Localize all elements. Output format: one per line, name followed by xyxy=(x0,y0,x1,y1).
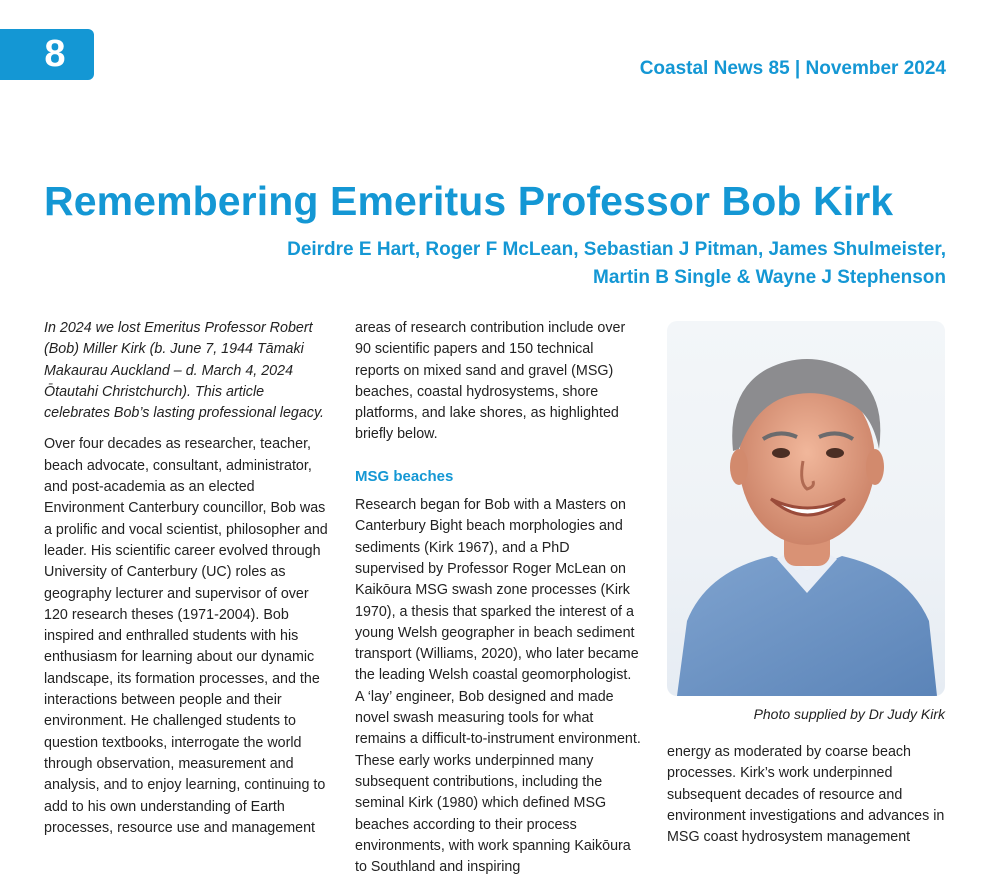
column-1 xyxy=(44,318,330,849)
portrait-photo xyxy=(667,321,945,696)
page-number-badge xyxy=(0,29,94,80)
authors-line-1: Deirdre E Hart, Roger F McLean, Sebastian J Pitman, James Shulmeister, xyxy=(287,239,946,260)
page-number: 8 xyxy=(44,33,66,75)
intro-paragraph: In 2024 we lost Emeritus Professor Robert (Bob) Miller Kirk (b. June 7, 1944 Tāmaki Makaurau Auckland – d. March 4, 2024 Ōtautahi Christchurch). This article celebrates Bob’s lasting professional legacy. xyxy=(44,320,325,422)
column-2 xyxy=(355,318,641,888)
article-title: Remembering Emeritus Professor Bob Kirk xyxy=(44,178,894,224)
section-heading-msg-beaches: MSG beaches xyxy=(355,467,454,485)
article-authors xyxy=(287,236,946,292)
body-paragraph: Over four decades as researcher, teacher, beach advocate, consultant, administrator, and post-academia as an elected Environment Canterbury councillor, Bob was a prolific and vocal scientist, philosopher and leader. His scientific career evolved through University of Canterbury (UC) roles as geography lecturer and supervisor of over 120 research theses (1971-2004). Bob inspired and enthralled students with his enthusiasm for learning about our dynamic landscape, its formation processes, and the interactions between people and their environment. He challenged students to question textbooks, interrogate the world through observation, measurement and analysis, and to enjoy learning, continuing to add to his own understanding of Earth processes, resource use and management xyxy=(44,436,328,836)
running-head: Coastal News 85 | November 2024 xyxy=(639,58,946,79)
photo-caption: Photo supplied by Dr Judy Kirk xyxy=(753,706,945,722)
body-paragraph: energy as moderated by coarse beach processes. Kirk’s work underpinned subsequent decades of resource and environment investigations and advances in MSG coast hydrosystem management xyxy=(667,744,945,846)
body-paragraph: areas of research contribution include over 90 scientific papers and 150 technical reports on mixed sand and gravel (MSG) beaches, coastal hydrosystems, shore platforms, and lake shores, as highlighted briefly below. xyxy=(355,320,626,443)
column-3 xyxy=(667,742,952,858)
portrait-illustration xyxy=(667,321,945,696)
authors-line-2: Martin B Single & Wayne J Stephenson xyxy=(593,267,946,288)
body-paragraph: Research began for Bob with a Masters on Canterbury Bight beach morphologies and sediments (Kirk 1967), and a PhD supervised by Professor Roger McLean on Kaikōura MSG swash zone processes (Kirk 1970), a thesis that sparked the interest of a young Welsh geographer in beach sediment transport (Williams, 2020), who later became the leading Welsh coastal geomorphologist. A ‘lay’ engineer, Bob designed and made novel swash measuring tools for what remains a difficult-to-instrument environment. These early works underpinned many subsequent contributions, including the seminal Kirk (1980) which defined MSG beaches according to their process environments, with work spanning Kaikōura to Southland and inspiring xyxy=(355,497,641,876)
